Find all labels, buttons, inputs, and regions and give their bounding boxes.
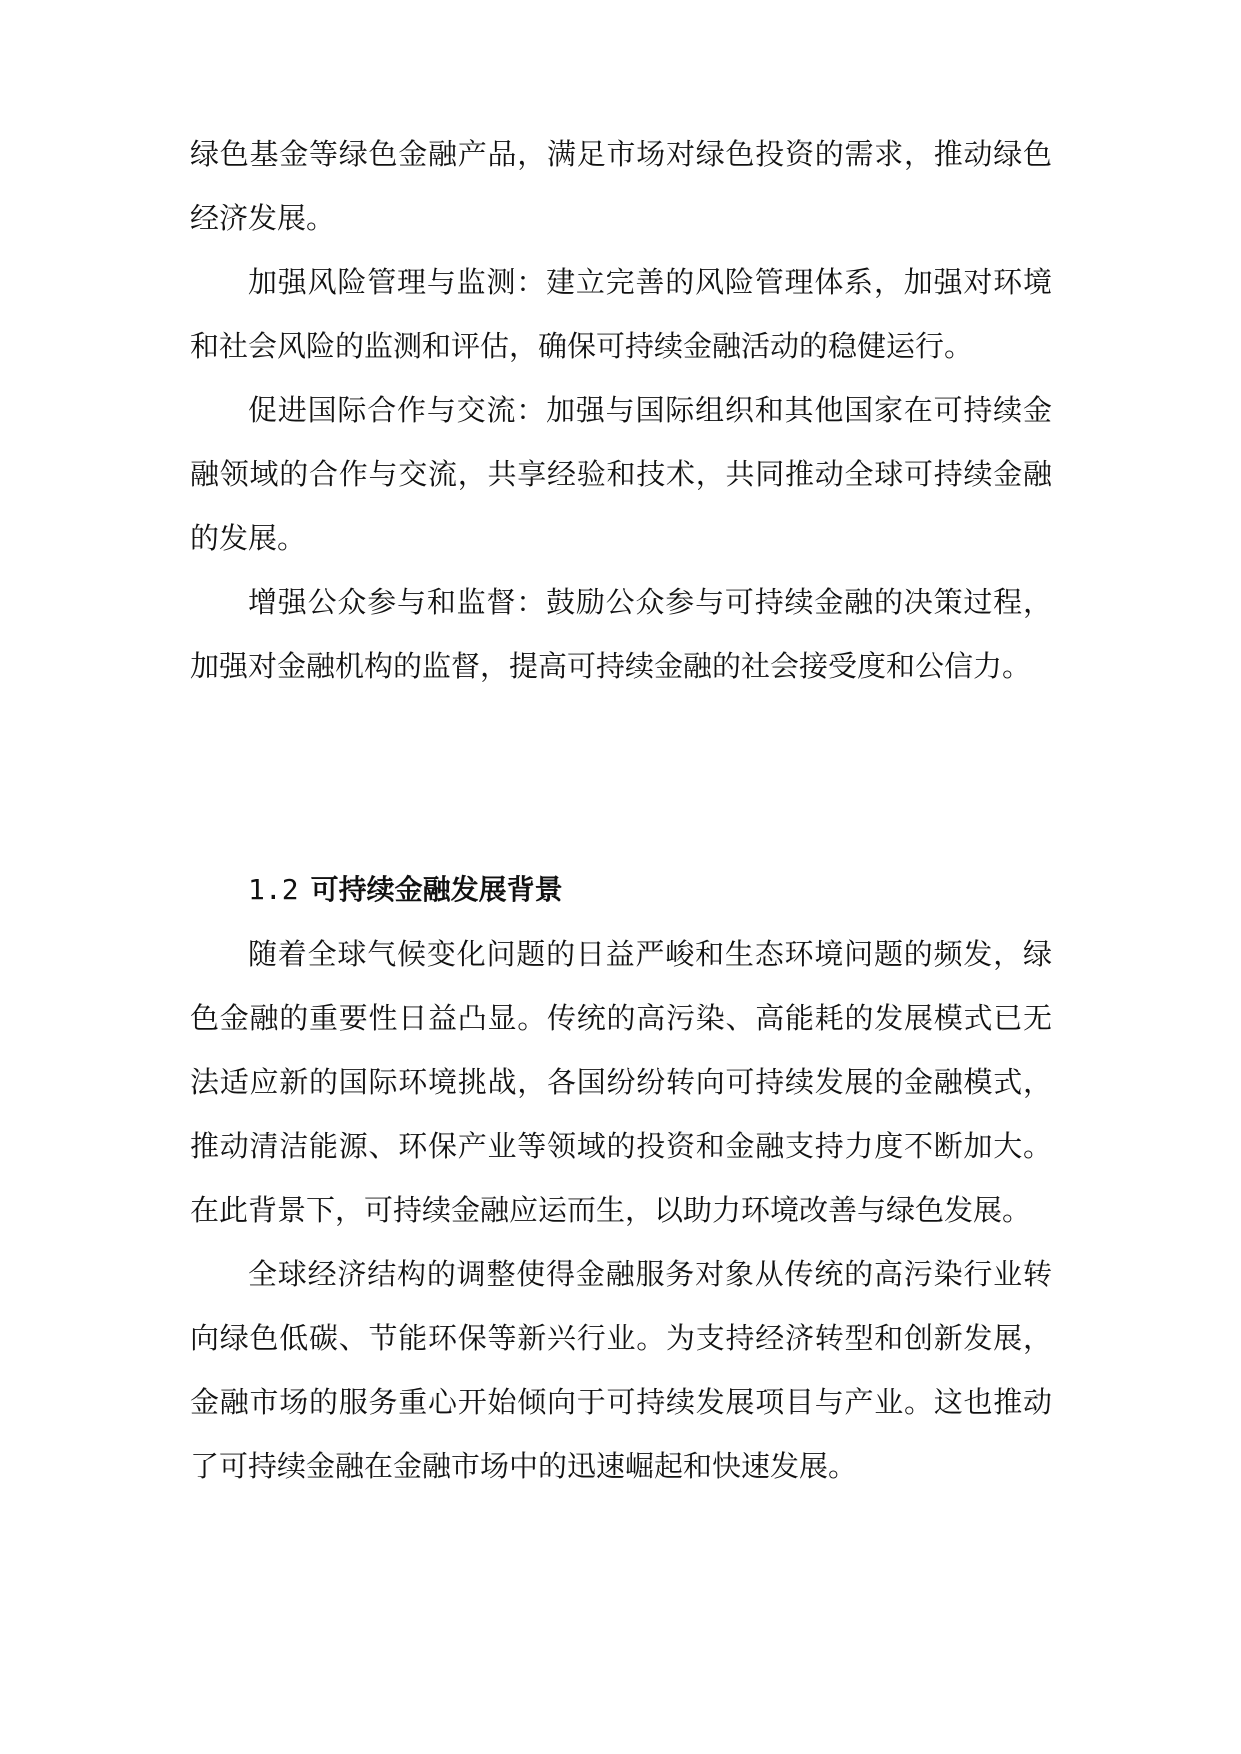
section-one-body — [190, 122, 1052, 698]
section-heading — [248, 858, 563, 922]
paragraph-public-participation: 增强公众参与和监督：鼓励公众参与可持续金融的决策过程，加强对金融机构的监督，提高可持续金融的社会接受度和公信力。 — [190, 585, 1052, 683]
paragraph-green-fund: 绿色基金等绿色金融产品，满足市场对绿色投资的需求，推动绿色经济发展。 — [190, 137, 1052, 235]
section-two-body — [190, 922, 1052, 1498]
paragraph-climate-background: 随着全球气候变化问题的日益严峻和生态环境问题的频发，绿色金融的重要性日益凸显。传统的高污染、高能耗的发展模式已无法适应新的国际环境挑战，各国纷纷转向可持续发展的金融模式，推动清洁能源、环保产业等领域的投资和金融支持力度不断加大。在此背景下，可持续金融应运而生，以助力环境改善与绿色发展。 — [190, 937, 1052, 1227]
section-heading-title: 可持续金融发展背景 — [310, 873, 563, 906]
section-heading-number: 1.2 — [248, 873, 299, 906]
paragraph-international-cooperation: 促进国际合作与交流：加强与国际组织和其他国家在可持续金融领域的合作与交流，共享经验和技术，共同推动全球可持续金融的发展。 — [190, 393, 1052, 555]
paragraph-risk-management: 加强风险管理与监测：建立完善的风险管理体系，加强对环境和社会风险的监测和评估，确保可持续金融活动的稳健运行。 — [190, 265, 1052, 363]
paragraph-economic-restructuring: 全球经济结构的调整使得金融服务对象从传统的高污染行业转向绿色低碳、节能环保等新兴行业。为支持经济转型和创新发展，金融市场的服务重心开始倾向于可持续发展项目与产业。这也推动了可持续金融在金融市场中的迅速崛起和快速发展。 — [190, 1257, 1052, 1483]
